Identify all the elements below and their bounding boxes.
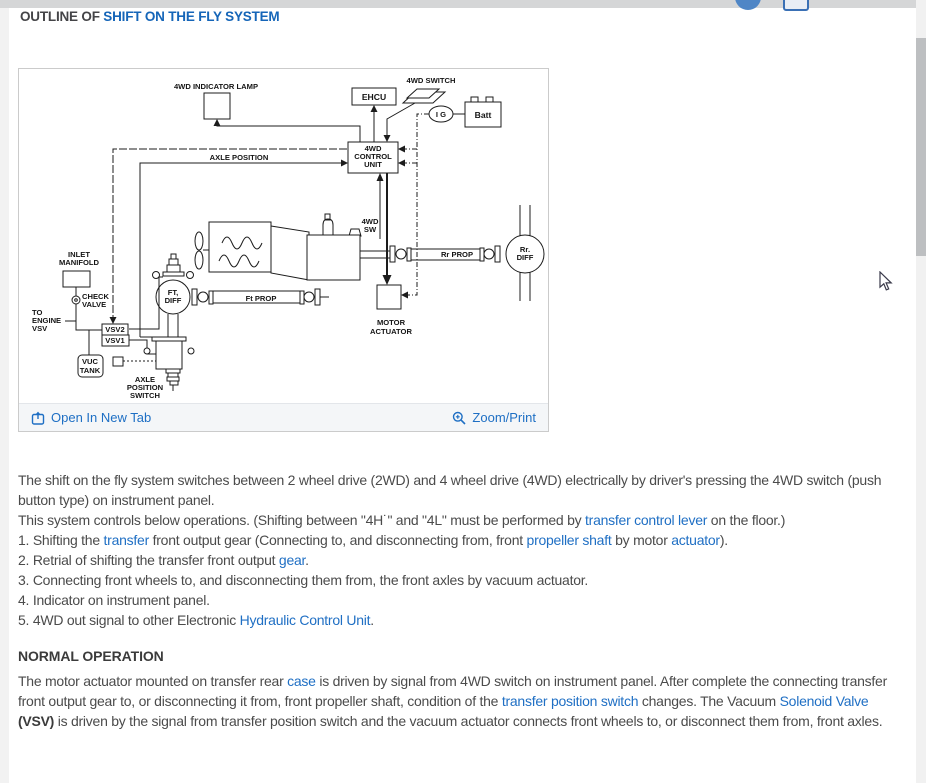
system-diagram — [19, 69, 548, 402]
svg-text:CHECK: CHECK — [82, 292, 110, 301]
svg-text:VSV2: VSV2 — [105, 325, 125, 334]
svg-text:Batt: Batt — [474, 110, 492, 120]
text-run: (VSV) — [18, 713, 55, 729]
svg-text:VALVE: VALVE — [82, 300, 107, 309]
list-item-1 — [18, 530, 908, 550]
text-run: 3. Connecting front wheels to, and disconnecting them from, the front axles by vacuum actuator. — [18, 572, 589, 588]
svg-text:UNIT: UNIT — [364, 160, 382, 169]
svg-text:4WD: 4WD — [364, 144, 382, 153]
ehcu-group — [352, 88, 396, 142]
transfer-control-lever-link[interactable]: transfer control lever — [585, 512, 708, 528]
indicator-lamp-group — [174, 82, 360, 142]
text-run: 1. Shifting the — [18, 532, 104, 548]
svg-text:FT,: FT, — [167, 288, 179, 297]
engine-group — [195, 214, 360, 280]
control-unit-group — [348, 142, 398, 173]
list-item-5 — [18, 610, 908, 630]
svg-text:Rr.: Rr. — [519, 245, 531, 254]
open-in-new-tab-label: Open In New Tab — [51, 410, 152, 425]
zoom-print-button[interactable] — [452, 410, 536, 425]
scrollbar-thumb[interactable] — [916, 38, 926, 256]
toolbar-avatar-icon[interactable] — [735, 0, 761, 10]
svg-text:VSV1: VSV1 — [105, 336, 125, 345]
svg-text:CONTROL: CONTROL — [354, 152, 392, 161]
svg-text:AXLE: AXLE — [134, 375, 156, 384]
page-title-link[interactable]: SHIFT ON THE FLY SYSTEM — [103, 9, 280, 24]
page-title-prefix: OUTLINE OF — [20, 9, 104, 24]
zoom-print-label: Zoom/Print — [472, 410, 536, 425]
svg-text:INLET: INLET — [68, 250, 90, 259]
svg-text:4WD: 4WD — [361, 217, 379, 226]
article-text — [18, 470, 908, 731]
gear-link[interactable]: gear — [278, 552, 306, 568]
svg-text:TANK: TANK — [79, 366, 101, 375]
open-in-new-tab-button[interactable] — [31, 410, 151, 425]
page-title — [20, 9, 279, 24]
text-run: 2. Retrial of shifting the transfer front output — [18, 552, 279, 568]
transfer-link[interactable]: transfer — [103, 532, 149, 548]
propeller-shaft-link[interactable]: propeller shaft — [526, 532, 612, 548]
svg-text:MANIFOLD: MANIFOLD — [58, 258, 100, 267]
svg-text:EHCU: EHCU — [361, 92, 387, 102]
text-run: . — [305, 552, 309, 568]
svg-text:POSITION: POSITION — [126, 383, 164, 392]
paragraph-intro — [18, 470, 908, 510]
ignition-battery-group — [398, 97, 501, 299]
text-run: changes. The Vacuum — [638, 693, 780, 709]
svg-text:SWITCH: SWITCH — [130, 391, 160, 400]
text-run: . — [370, 612, 374, 628]
diagram-card-footer — [19, 403, 548, 431]
actuator-link[interactable]: actuator — [671, 532, 720, 548]
svg-text:MOTOR: MOTOR — [376, 318, 406, 327]
svg-text:4WD INDICATOR LAMP: 4WD INDICATOR LAMP — [173, 82, 259, 91]
text-run: 4. Indicator on instrument panel. — [18, 592, 210, 608]
text-run: is driven by the signal from transfer position switch and the vacuum actuator connects front wheels to, or disconnect them from, front axles. — [54, 713, 883, 729]
left-gutter — [0, 8, 9, 783]
svg-text:VSV: VSV — [32, 324, 48, 333]
list-item-2 — [18, 550, 908, 570]
svg-text:DIFF: DIFF — [516, 253, 534, 262]
transfer-switch-signal-group — [349, 173, 384, 239]
vacuum-solenoid-valve-link[interactable]: Solenoid Valve — [779, 693, 869, 709]
svg-text:ENGINE: ENGINE — [32, 316, 62, 325]
text-run: ). — [719, 532, 728, 548]
text-run: This system controls below operations. (Shifting between "4H˙" and "4L" must be performed by — [18, 512, 586, 528]
svg-text:VUC: VUC — [81, 357, 99, 366]
paragraph-normal-operation — [18, 671, 908, 731]
text-run: 5. 4WD out signal to other Electronic — [18, 612, 240, 628]
zoom-print-icon — [452, 411, 466, 425]
vacuum-plumbing-group — [32, 250, 163, 377]
diagram-card — [18, 68, 549, 432]
text-run: on the floor.) — [707, 512, 786, 528]
open-in-new-icon — [31, 411, 45, 425]
text-run: The motor actuator mounted on transfer rear — [18, 673, 288, 689]
transfer-position-switch-link[interactable]: transfer position switch — [501, 693, 639, 709]
top-toolbar-strip — [0, 0, 916, 8]
svg-text:TO: TO — [32, 308, 43, 317]
svg-text:AXLE POSITION: AXLE POSITION — [209, 153, 269, 162]
list-item-3 — [18, 570, 908, 590]
svg-text:Rr PROP: Rr PROP — [440, 250, 474, 259]
case-link[interactable]: case — [287, 673, 316, 689]
mouse-cursor — [879, 271, 894, 292]
text-run: by motor — [611, 532, 672, 548]
svg-text:SW: SW — [363, 225, 377, 234]
paragraph-operations-intro — [18, 510, 908, 530]
svg-text:Ft PROP: Ft PROP — [245, 294, 277, 303]
print-icon[interactable] — [783, 0, 809, 11]
text-run: is driven by signal from 4WD switch on instrument panel. After complete the connecting transfer front output gear to, or disconnecting it from, front propeller shaft, condition of the — [18, 673, 887, 709]
normal-operation-heading: NORMAL OPERATION — [18, 648, 164, 664]
svg-text:ACTUATOR: ACTUATOR — [370, 327, 412, 336]
motor-drive-line-group — [383, 173, 392, 285]
hydraulic-control-unit-link[interactable]: Hydraulic Control Unit — [239, 612, 371, 628]
svg-text:DIFF: DIFF — [164, 296, 182, 305]
text-run: The shift on the fly system switches between 2 wheel drive (2WD) and 4 wheel drive (4WD) electrically by driver's pressing the 4WD switch (push button type) on instrument panel. — [18, 472, 882, 508]
list-item-4 — [18, 590, 908, 610]
svg-text:4WD SWITCH: 4WD SWITCH — [406, 76, 456, 85]
text-run: front output gear (Connecting to, and disconnecting from, front — [148, 532, 527, 548]
svg-text:I G: I G — [435, 110, 447, 119]
